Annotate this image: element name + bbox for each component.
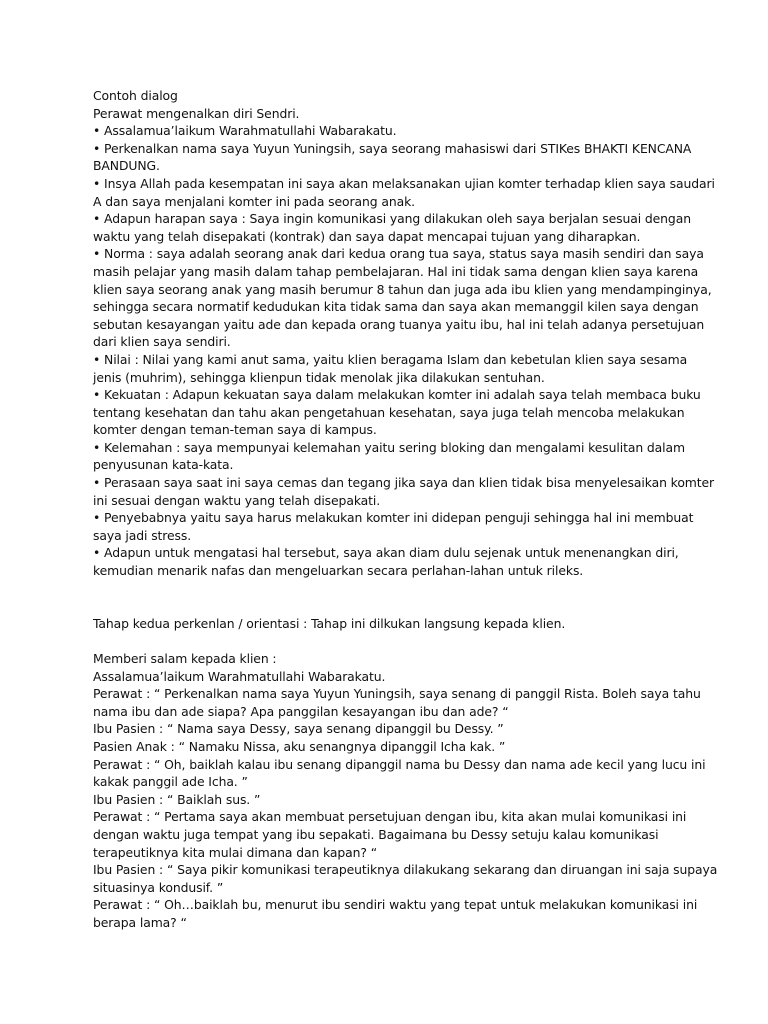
text-line: penyusunan kata-kata.	[93, 457, 234, 473]
text-line: • Adapun untuk mengatasi hal tersebut, saya akan diam dulu sejenak untuk menenangkan diri,	[93, 545, 679, 561]
text-line: Ibu Pasien : “ Nama saya Dessy, saya senang dipanggil bu Dessy. ”	[93, 721, 504, 737]
text-line: • Kekuatan : Adapun kekuatan saya dalam melakukan komter ini adalah saya telah membaca buku	[93, 387, 701, 403]
text-line: Pasien Anak : “ Namaku Nissa, aku senangnya dipanggil Icha kak. ”	[93, 738, 506, 754]
text-line: Memberi salam kepada klien :	[93, 651, 277, 666]
text-line: Ibu Pasien : “ Saya pikir komunikasi terapeutiknya dilakukang sekarang dan diruangan ini saja supaya	[93, 862, 718, 878]
text-line: kakak panggil ade Icha. ”	[93, 774, 248, 790]
text-line: Contoh dialog	[93, 88, 178, 103]
text-line: Assalamua’laikum Warahmatullahi Wabarakatu.	[93, 668, 386, 684]
text-line: A dan saya menjalani komter ini pada seorang anak.	[93, 193, 416, 209]
text-line: Perawat : “ Pertama saya akan membuat persetujuan dengan ibu, kita akan mulai komunikasi ini	[93, 809, 687, 825]
text-line: Tahap kedua perkenlan / orientasi : Tahap ini dilkukan langsung kepada klien.	[93, 615, 566, 631]
text-line: dengan waktu juga tempat yang ibu sepakati. Bagaimana bu Dessy setuju kalau komunikasi	[93, 826, 659, 842]
text-line: • Penyebabnya yaitu saya harus melakukan komter ini didepan penguji sehingga hal ini membuat	[93, 510, 694, 526]
text-line: terapeutiknya kita mulai dimana dan kapan? “	[93, 844, 378, 860]
text-line: Perawat : “ Oh…baiklah bu, menurut ibu sendiri waktu yang tepat untuk melakukan komunikasi ini	[93, 897, 698, 913]
text-line: nama ibu dan ade siapa? Apa panggilan kesayangan ibu dan ade? “	[93, 703, 509, 719]
text-line: • Adapun harapan saya : Saya ingin komunikasi yang dilakukan oleh saya berjalan sesuai dengan	[93, 211, 691, 227]
text-line: masih pelajar yang masih dalam tahap pembelajaran. Hal ini tidak sama dengan klien saya karena	[93, 263, 699, 279]
text-line: kemudian menarik nafas dan mengeluarkan secara perlahan-lahan untuk rileks.	[93, 563, 584, 579]
text-line: sebutan kesayangan yaitu ade dan kepada orang tuanya yaitu ibu, hal ini telah adanya persetujuan	[93, 316, 705, 332]
text-line: • Norma : saya adalah seorang anak dari kedua orang tua saya, status saya masih sendiri dan saya	[93, 246, 704, 262]
text-line: sehingga secara normatif kedudukan kita tidak sama dan saya akan memanggil kilen saya dengan	[93, 299, 699, 315]
text-line: Perawat : “ Oh, baiklah kalau ibu senang dipanggil nama bu Dessy dan nama ade kecil yang lucu ini	[93, 756, 706, 772]
text-line: • Perasaan saya saat ini saya cemas dan tegang jika saya dan klien tidak bisa menyelesaikan komter	[93, 475, 715, 491]
text-line: berapa lama? “	[93, 914, 187, 930]
text-line	[93, 632, 698, 650]
text-line: tentang kesehatan dan tahu akan pengetahuan kesehatan, saya juga telah mencoba melakukan	[93, 404, 685, 420]
text-line: • Kelemahan : saya mempunyai kelemahan yaitu sering bloking dan mengalami kesulitan dalam	[93, 439, 685, 455]
text-line: saya jadi stress.	[93, 527, 192, 543]
text-line: komter dengan teman-teman saya di kampus.	[93, 422, 377, 438]
text-line: Perawat mengenalkan diri Sendri.	[93, 105, 300, 121]
text-line	[93, 580, 698, 598]
text-line: ini sesuai dengan waktu yang telah disepakati.	[93, 492, 381, 508]
text-line: waktu yang telah disepakati (kontrak) dan saya dapat mencapai tujuan yang diharapkan.	[93, 228, 641, 244]
text-line: • Perkenalkan nama saya Yuyun Yuningsih, saya seorang mahasiswi dari STIKes BHAKTI KENCANA	[93, 140, 692, 156]
text-line: Ibu Pasien : “ Baiklah sus. ”	[93, 791, 261, 807]
text-line: Perawat : “ Perkenalkan nama saya Yuyun Yuningsih, saya senang di panggil Rista. Boleh saya tahu	[93, 686, 701, 702]
text-line: BANDUNG.	[93, 158, 160, 174]
text-line: • Insya Allah pada kesempatan ini saya akan melaksanakan ujian komter terhadap klien saya saudari	[93, 175, 715, 191]
text-line: situasinya kondusif. ”	[93, 879, 224, 895]
text-line: jenis (muhrim), sehingga klienpun tidak menolak jika dilakukan sentuhan.	[93, 369, 545, 385]
text-line: • Assalamua’laikum Warahmatullahi Wabarakatu.	[93, 123, 397, 139]
text-line: klien saya seorang anak yang masih berumur 8 tahun dan juga ada ibu klien yang mendampinginya,	[93, 281, 712, 297]
text-line: dari klien saya sendiri.	[93, 334, 231, 350]
text-line	[93, 597, 698, 615]
text-line: • Nilai : Nilai yang kami anut sama, yaitu klien beragama Islam dan kebetulan klien saya sesama	[93, 351, 688, 367]
